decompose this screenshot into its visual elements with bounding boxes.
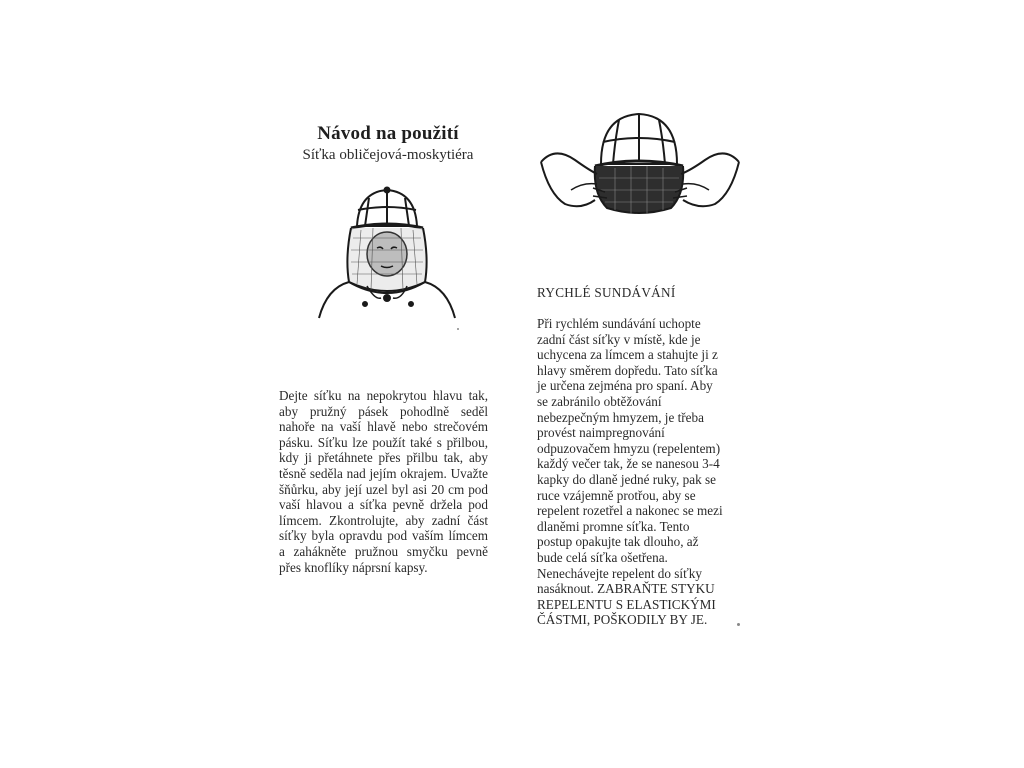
text-line: nebezpečným hmyzem, je třeba — [537, 409, 704, 425]
text-line: provést naimpregnování — [537, 425, 665, 441]
text-line: Nenechávejte repelent do síťky — [537, 565, 702, 581]
text-line: REPELENTU S ELASTICKÝMI — [537, 596, 716, 612]
page-title: Návod na použití — [317, 123, 459, 144]
text-line: repelent rozetřel a nakonec se mezi — [537, 503, 723, 519]
text-line: ruce vzájemně protřou, aby se — [537, 487, 696, 503]
text-line: odpuzovačem hmyzu (repelentem) — [537, 440, 721, 456]
text-line: kapky do dlaně jedné ruky, pak se — [537, 471, 716, 487]
page-subtitle: Síťka obličejová-moskytiéra — [302, 147, 474, 163]
scan-speck — [457, 328, 459, 330]
text-line: zadní část síťky v místě, kde je — [537, 331, 701, 347]
text-line: dlaněmi promne síťka. Tento — [537, 518, 690, 534]
text-line: postup opakujte tak dlouho, až — [537, 534, 699, 550]
text-line: se zabránilo obtěžování — [537, 393, 662, 409]
text-line: hlavy směrem dopředu. Tato síťka — [537, 362, 718, 378]
section-heading-quick-removal: RYCHLÉ SUNDÁVÁNÍ — [537, 285, 676, 300]
hat-net-front-icon — [305, 178, 465, 338]
text-line: nasáknout. ZABRAŇTE STYKU — [537, 581, 715, 597]
text-line: Při rychlém sundávání uchopte — [537, 316, 701, 331]
hat-net-back-icon — [535, 104, 745, 234]
text-line: ČÁSTMI, POŠKODILY BY JE. — [537, 612, 708, 628]
scan-speck — [737, 623, 740, 626]
text-line: je určena zejména pro spaní. Aby — [537, 378, 713, 394]
quick-removal-body — [537, 316, 767, 628]
text-line: bude celá síťka ošetřena. — [537, 549, 668, 565]
text-line: uchycena za límcem a stahujte ji z — [537, 347, 718, 363]
text-line: každý večer tak, že se nanesou 3-4 — [537, 456, 720, 472]
instructions-body: Dejte síťku na nepokrytou hlavu tak, aby pružný pásek pohodlně seděl nahoře na vaší hlavě nebo strečovém pásku. Síťku lze použít také s přilbou, kdy ji přetáhnete přes přilbu tak, aby těsně seděla nad jejím okrajem. Uvažte šňůrku, aby její uzel byl asi 20 cm pod vaší hlavou a síťka pevně držela pod límcem. Zkontrolujte, aby zadní část síťky byla opravdu pod vaším límcem a zahákněte pružnou smyčku pevně přes knoflíky náprsní kapsy. — [279, 388, 488, 575]
